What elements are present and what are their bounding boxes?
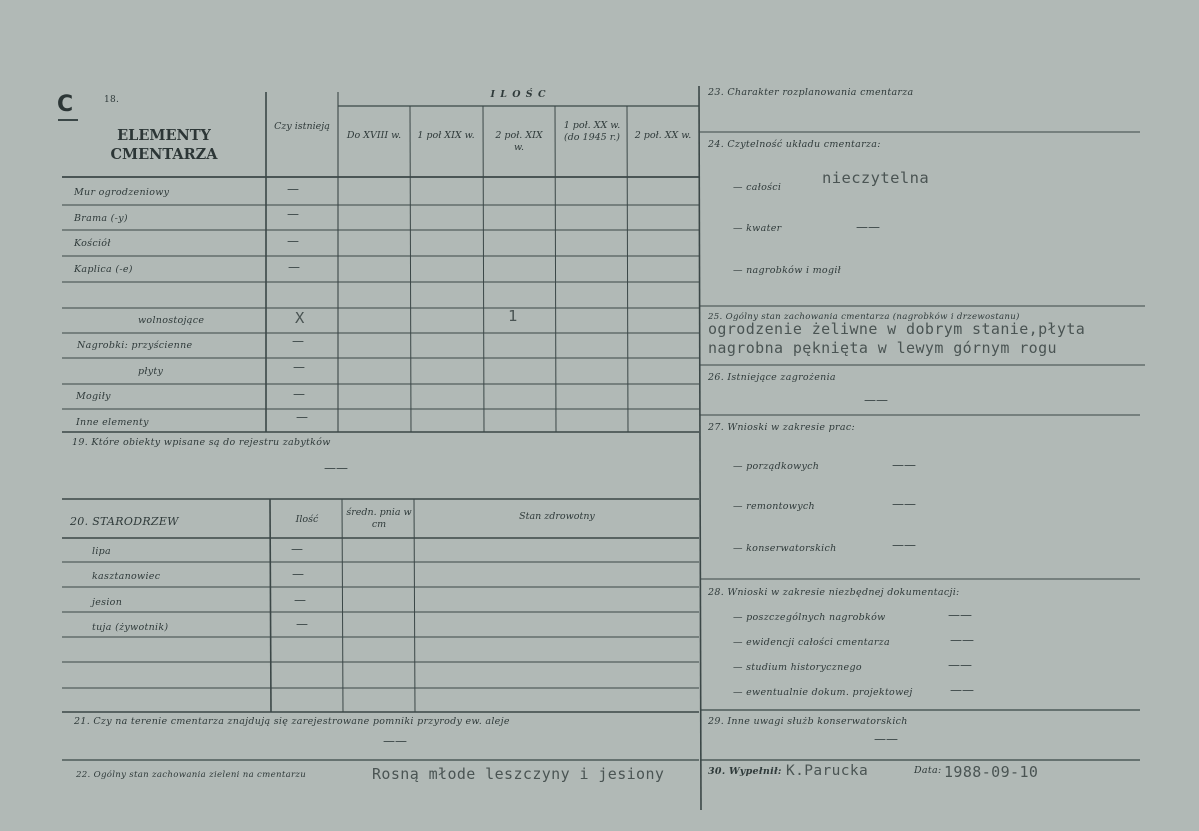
q25-line-1: ogrodzenie żeliwne w dobrym stanie,płyta [708, 320, 1086, 338]
q27-item-label: — remontowych [733, 501, 815, 512]
q22-label: 22. Ogólny stan zachowania zieleni na cmentarzu [76, 770, 307, 780]
period-header-2: 1 poł XIX w. [417, 130, 475, 141]
q24-item-label: — całości [733, 182, 782, 193]
tree-row-count: — [292, 567, 304, 581]
q28-item-label: — ewentualnie dokum. projektowej [733, 687, 913, 698]
element-row-label: Brama (-y) [74, 213, 128, 224]
element-row-value: 1 [508, 307, 518, 325]
tree-row-label: tuja (żywotnik) [92, 622, 169, 633]
q26-label: 26. Istniejące zagrożenia [708, 372, 836, 383]
element-row-exists: — [293, 360, 305, 374]
col-exists-header: Czy istnieją [274, 121, 330, 132]
q26-value: —— [864, 393, 888, 407]
element-row-exists: — [287, 182, 299, 196]
starodrzew-col-ilosc: Ilość [295, 514, 319, 525]
tree-row-label: jesion [92, 597, 123, 608]
q28-item-label: — studium historycznego [733, 662, 862, 673]
starodrzew-title: 20. STARODRZEW [70, 515, 179, 528]
q24-item-label: — kwater [733, 223, 782, 234]
period-header-4: 1 poł. XX w. (do 1945 r.) [563, 120, 621, 143]
element-row-exists: — [292, 334, 304, 348]
q28-item-value: —— [948, 608, 972, 622]
tree-row-count: — [294, 593, 306, 607]
q29-value: —— [874, 732, 898, 746]
element-row-label: wolnostojące [138, 315, 205, 326]
period-header-3: 2 poł. XIX w. [495, 130, 543, 153]
q30-filled-by: K.Parucka [786, 763, 869, 779]
ilosc-header: I L O Ś C [490, 89, 547, 100]
q24-item-label: — nagrobków i mogił [733, 265, 842, 276]
q27-item-label: — konserwatorskich [733, 543, 837, 554]
q27-item-value: —— [892, 458, 916, 472]
section-number: 18. [104, 95, 120, 105]
elements-title: ELEMENTY CMENTARZA [110, 127, 218, 163]
q30-date: 1988-09-10 [944, 763, 1039, 781]
q24-item-value: nieczytelna [822, 169, 930, 187]
section-letter: C [57, 92, 74, 117]
q28-item-value: —— [950, 633, 974, 647]
element-row-exists: — [296, 410, 308, 424]
period-header-5: 2 poł. XX w. [634, 130, 692, 141]
q28-item-value: —— [950, 683, 974, 697]
tree-row-label: kasztanowiec [92, 571, 161, 582]
q28-item-value: —— [948, 658, 972, 672]
tree-row-count: — [291, 542, 303, 556]
starodrzew-col-srednica: średn. pnia w cm [346, 507, 412, 530]
q22-value: Rosną młode leszczyny i jesiony [372, 765, 665, 783]
q19-value: —— [324, 461, 348, 475]
q25-line-2: nagrobna pęknięta w lewym górnym rogu [708, 339, 1057, 357]
element-row-label: Nagrobki: przyścienne [77, 340, 193, 351]
tree-row-count: — [296, 617, 308, 631]
q27-item-value: —— [892, 497, 916, 511]
q24-item-value: —— [856, 220, 880, 234]
q21-value: —— [383, 734, 407, 748]
q23-label: 23. Charakter rozplanowania cmentarza [708, 87, 914, 98]
element-row-label: płyty [138, 366, 164, 377]
q25-label: 25. Ogólny stan zachowania cmentarza (nagrobków i drzewostanu) [708, 312, 1020, 322]
element-row-label: Mogiły [76, 391, 111, 402]
q24-label: 24. Czytelność układu cmentarza: [708, 139, 881, 150]
element-row-exists: — [288, 260, 300, 274]
q27-label: 27. Wnioski w zakresie prac: [708, 422, 855, 433]
q19-label: 19. Które obiekty wpisane są do rejestru zabytków [72, 437, 331, 448]
element-row-label: Kaplica (-e) [74, 264, 133, 275]
tree-row-label: lipa [92, 546, 112, 557]
q28-label: 28. Wnioski w zakresie niezbędnej dokumentacji: [708, 587, 960, 598]
q21-label: 21. Czy na terenie cmentarza znajdują się zarejestrowane pomniki przyrody ew. aleje [74, 716, 510, 727]
q27-item-label: — porządkowych [733, 461, 820, 472]
q30-label: 30. Wypełnił: [708, 766, 782, 777]
element-row-label: Mur ogrodzeniowy [74, 187, 170, 198]
element-row-label: Inne elementy [76, 417, 149, 428]
element-row-exists: — [287, 234, 299, 248]
q29-label: 29. Inne uwagi służb konserwatorskich [708, 716, 908, 727]
q28-item-label: — poszczególnych nagrobków [733, 612, 886, 623]
q30-date-label: Data: [914, 765, 942, 776]
starodrzew-col-stan: Stan zdrowotny [519, 511, 595, 522]
element-row-exists: — [293, 387, 305, 401]
period-header-1: Do XVIII w. [346, 130, 402, 141]
q28-item-label: — ewidencji całości cmentarza [733, 637, 890, 648]
element-row-exists: X [295, 309, 305, 327]
element-row-exists: — [287, 207, 299, 221]
element-row-label: Kościół [74, 238, 111, 249]
q27-item-value: —— [892, 538, 916, 552]
